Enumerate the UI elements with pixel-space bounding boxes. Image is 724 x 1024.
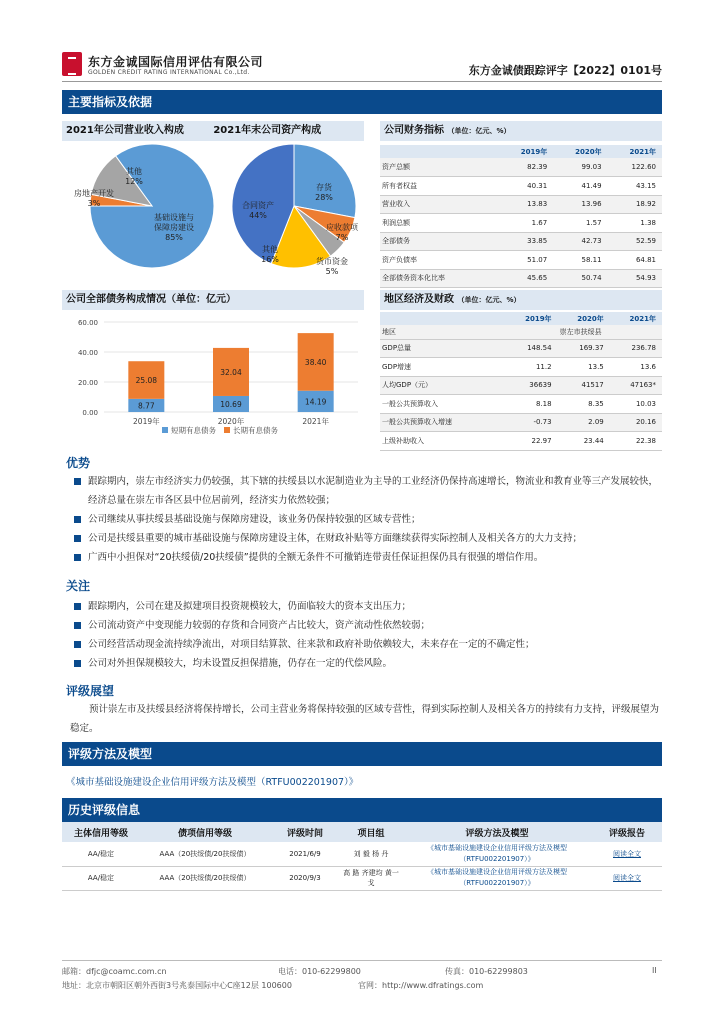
- footer-website[interactable]: 官网：http://www.dfratings.com: [358, 981, 484, 990]
- fin-year: 2020年: [553, 145, 607, 158]
- fin-label: 全部债务: [380, 232, 499, 251]
- debt-legend-swatch: [224, 427, 230, 433]
- fin-label: 利润总额: [380, 214, 499, 233]
- debt-title: 公司全部债务构成情况（单位：亿元）: [62, 290, 364, 310]
- region-value: 148.54: [505, 339, 557, 358]
- fin-row: [380, 158, 662, 177]
- debt-bar-label: 10.69: [220, 399, 242, 409]
- history-report-cell: [592, 842, 662, 866]
- pie-title-assets: 2021年末公司资产构成: [213, 125, 322, 136]
- region-label: 上级补助收入: [380, 432, 505, 451]
- advantages-item: 跟踪期内，崇左市经济实力仍较强，其下辖的扶绥县以水泥制造业为主导的工业经济仍保持高速增长，物流业和教育业等三产发展较快，经济总量在崇左市各区县中位居前列，经济实力依然较强；: [66, 472, 662, 510]
- history-method-line: 《城市基础设施建设企业信用评级方法及模型: [427, 843, 567, 852]
- footer-tel: 电话：010-62299800: [278, 967, 361, 976]
- region-value: 20.16: [610, 413, 662, 432]
- fin-label: 营业收入: [380, 195, 499, 214]
- footer-fax: 传真：010-62299803: [445, 967, 528, 976]
- pie-revenue: [74, 144, 214, 268]
- company-name-en: GOLDEN CREDIT RATING INTERNATIONAL Co.,Ltd.: [88, 69, 250, 76]
- pie-revenue-slice-label: 其他 12%: [125, 167, 143, 186]
- concerns-item: 公司流动资产中变现能力较弱的存货和合同资产占比较大，资产流动性依然较弱；: [66, 616, 662, 635]
- method-link[interactable]: 《城市基础设施建设企业信用评级方法及模型（RTFU002201907）》: [66, 777, 359, 788]
- history-header: 评级方法及模型: [402, 822, 592, 842]
- fin-year: 2019年: [499, 145, 553, 158]
- region-value: 22.97: [505, 432, 557, 451]
- region-label: GDP增速: [380, 358, 505, 377]
- debt-legend-label: 短期有息债务: [171, 426, 216, 435]
- debt-ytick: 0.00: [82, 409, 98, 417]
- history-issuer-rating: AA/稳定: [62, 866, 140, 890]
- fin-row: [380, 214, 662, 233]
- pie-assets-slice: [294, 144, 356, 218]
- fin-unit: （单位：亿元、%）: [447, 127, 511, 135]
- fin-label: 资产负债率: [380, 251, 499, 270]
- pie-assets-slice-label: 合同资产 44%: [242, 201, 274, 220]
- region-value: 47163*: [610, 376, 662, 395]
- region-row: [380, 358, 662, 377]
- fin-value: 58.11: [553, 251, 607, 270]
- fin-label: 资产总额: [380, 158, 499, 177]
- advantages-item: 广西中小担保对“20扶绥债/20扶绥债”提供的全额无条件不可撤销连带责任保证担保仍具有很强的增信作用。: [66, 548, 662, 567]
- section-bar-main: 主要指标及依据: [62, 90, 662, 114]
- fin-table: [380, 145, 662, 288]
- history-method[interactable]: [402, 866, 592, 890]
- history-header: 主体信用等级: [62, 822, 140, 842]
- debt-bar-label: 25.08: [135, 376, 158, 386]
- region-year: 2021年: [610, 312, 662, 325]
- outlook-text: 预计崇左市及扶绥县经济将保持增长，公司主营业务将保持较强的区域专营性，得到实际控制人及相关各方的持续有力支持，评级展望为稳定。: [70, 704, 660, 734]
- concerns-item: 公司对外担保规模较大，均未设置反担保措施，仍存在一定的代偿风险。: [66, 654, 662, 673]
- concerns-list: [66, 597, 662, 673]
- fin-value: 99.03: [553, 158, 607, 177]
- region-unit: （单位：亿元、%）: [457, 296, 521, 304]
- fin-value: 122.60: [608, 158, 662, 177]
- region-value: 23.44: [558, 432, 610, 451]
- fin-row: [380, 251, 662, 270]
- fin-value: 52.59: [608, 232, 662, 251]
- fin-title: 公司财务指标: [384, 125, 444, 136]
- region-area-label: 地区: [380, 325, 505, 339]
- header-divider: [62, 81, 662, 82]
- history-header: 评级报告: [592, 822, 662, 842]
- fin-value: 45.65: [499, 269, 553, 288]
- history-table: [62, 822, 662, 891]
- debt-legend-label: 长期有息债务: [233, 426, 278, 435]
- history-method-line: 《城市基础设施建设企业信用评级方法及模型: [427, 868, 567, 876]
- debt-legend-swatch: [162, 427, 168, 433]
- section-bar-history: 历史评级信息: [62, 798, 662, 822]
- region-row: [380, 432, 662, 451]
- history-row: [62, 842, 662, 866]
- document-number: 东方金诚债跟踪评字【2022】0101号: [468, 64, 662, 77]
- fin-row: [380, 232, 662, 251]
- region-row: [380, 413, 662, 432]
- fin-title-bar: [380, 121, 662, 141]
- region-year: 2019年: [505, 312, 557, 325]
- region-value: 36639: [505, 376, 557, 395]
- region-row: [380, 376, 662, 395]
- advantages-list: [66, 472, 662, 567]
- fin-value: 1.57: [553, 214, 607, 233]
- history-issue-rating: AAA（20扶绥债/20扶绥债）: [140, 842, 270, 866]
- footer-address: 地址：北京市朝阳区朝外西街3号兆泰国际中心C座12层 100600: [62, 981, 292, 990]
- debt-bar-label: 8.77: [137, 401, 155, 411]
- region-title-bar: [380, 290, 662, 310]
- fin-year: 2021年: [608, 145, 662, 158]
- pie-revenue-slice-label: 房地产开发 3%: [74, 189, 114, 208]
- fin-value: 82.39: [499, 158, 553, 177]
- fin-value: 41.49: [553, 177, 607, 196]
- pie-assets-slice-label: 应收款项 7%: [326, 223, 358, 242]
- fin-value: 50.74: [553, 269, 607, 288]
- debt-bar-label: 38.40: [304, 357, 327, 367]
- pie-titles: [62, 121, 364, 141]
- fin-label: 全部债务资本化比率: [380, 269, 499, 288]
- fin-value: 42.73: [553, 232, 607, 251]
- region-value: 11.2: [505, 358, 557, 377]
- region-title: 地区经济及财政: [384, 294, 454, 305]
- region-value: 2.09: [558, 413, 610, 432]
- region-value: 169.37: [558, 339, 610, 358]
- concerns-item: 公司经营活动现金流持续净流出，对项目结算款、往来款和政府补助依赖较大，未来存在一定的不确定性；: [66, 635, 662, 654]
- debt-ytick: 40.00: [77, 349, 98, 357]
- fin-value: 33.85: [499, 232, 553, 251]
- region-value: -0.73: [505, 413, 557, 432]
- fin-row: [380, 195, 662, 214]
- region-value: 236.78: [610, 339, 662, 358]
- footer-divider: [62, 960, 662, 961]
- region-value: 8.18: [505, 395, 557, 414]
- pie-assets: [232, 144, 359, 276]
- debt-bar-label: 14.19: [304, 397, 327, 407]
- debt-xtick: 2021年: [302, 417, 329, 426]
- pie-assets-slice-label: 货币资金 5%: [316, 257, 348, 276]
- section-bar-method: 评级方法及模型: [62, 742, 662, 766]
- region-value: 13.6: [610, 358, 662, 377]
- history-report-link[interactable]: 阅读全文: [613, 874, 641, 882]
- region-label: 人均GDP（元）: [380, 376, 505, 395]
- region-value: 13.5: [558, 358, 610, 377]
- region-label: 一般公共预算收入增速: [380, 413, 505, 432]
- debt-ytick: 20.00: [77, 379, 98, 387]
- fin-row: [380, 269, 662, 288]
- concerns-title: 关注: [66, 579, 91, 593]
- region-value: 8.35: [558, 395, 610, 414]
- fin-value: 54.93: [608, 269, 662, 288]
- fin-value: 51.07: [499, 251, 553, 270]
- region-table: [380, 312, 662, 451]
- fin-label: 所有者权益: [380, 177, 499, 196]
- region-value: 22.38: [610, 432, 662, 451]
- debt-xtick: 2019年: [133, 417, 160, 426]
- debt-bar-chart: [62, 312, 364, 444]
- fin-value: 43.15: [608, 177, 662, 196]
- pie-assets-slice-label: 存货 28%: [315, 183, 333, 202]
- advantages-title: 优势: [66, 456, 91, 470]
- history-row: [62, 866, 662, 890]
- history-date: 2021/6/9: [270, 842, 340, 866]
- debt-bar-label: 32.04: [220, 367, 242, 377]
- history-method[interactable]: [402, 842, 592, 866]
- debt-ytick: 60.00: [77, 319, 98, 327]
- pie-assets-slice-label: 其他 16%: [261, 245, 279, 264]
- pie-charts: [62, 144, 364, 276]
- region-label: 一般公共预算收入: [380, 395, 505, 414]
- region-area-name: 崇左市扶绥县: [505, 325, 662, 339]
- region-label: GDP总量: [380, 339, 505, 358]
- outlook-title: 评级展望: [66, 684, 115, 698]
- region-row: [380, 395, 662, 414]
- pie-title-revenue: 2021年公司营业收入构成: [66, 125, 184, 136]
- history-report-cell: [592, 866, 662, 890]
- footer-email: 邮箱：dfjc@coamc.com.cn: [62, 967, 167, 976]
- page-number: II: [652, 966, 657, 975]
- fin-value: 18.92: [608, 195, 662, 214]
- fin-value: 1.67: [499, 214, 553, 233]
- history-date: 2020/9/3: [270, 866, 340, 890]
- history-team: 高 路 齐建均 黄一戈: [340, 866, 402, 890]
- fin-row: [380, 177, 662, 196]
- history-team: 刘 毅 杨 丹: [340, 842, 402, 866]
- history-header: 项目组: [340, 822, 402, 842]
- advantages-item: 公司继续从事扶绥县基础设施与保障房建设，该业务仍保持较强的区域专营性；: [66, 510, 662, 529]
- pie-revenue-slice-label: 基础设施与保障房建设 85%: [154, 213, 194, 242]
- fin-value: 13.83: [499, 195, 553, 214]
- region-row: [380, 339, 662, 358]
- history-header: 评级时间: [270, 822, 340, 842]
- fin-value: 40.31: [499, 177, 553, 196]
- debt-xtick: 2020年: [217, 417, 245, 426]
- region-year: 2020年: [558, 312, 610, 325]
- fin-value: 1.38: [608, 214, 662, 233]
- region-value: 10.03: [610, 395, 662, 414]
- history-method-line: （RTFU002201907）》: [459, 854, 535, 863]
- history-report-link[interactable]: 阅读全文: [613, 849, 641, 858]
- fin-value: 13.96: [553, 195, 607, 214]
- concerns-item: 跟踪期内，公司在建及拟建项目投资规模较大，仍面临较大的资本支出压力；: [66, 597, 662, 616]
- company-name-cn: 东方金诚国际信用评估有限公司: [88, 55, 264, 69]
- advantages-item: 公司是扶绥县重要的城市基础设施与保障房建设主体，在财政补贴等方面继续获得实际控制人及相关各方的大力支持；: [66, 529, 662, 548]
- history-issue-rating: AAA（20扶绥债/20扶绥债）: [140, 866, 270, 890]
- history-header: 债项信用等级: [140, 822, 270, 842]
- history-method-line: （RTFU002201907）》: [459, 879, 535, 887]
- company-logo: [62, 52, 82, 76]
- history-issuer-rating: AA/稳定: [62, 842, 140, 866]
- region-value: 41517: [558, 376, 610, 395]
- fin-value: 64.81: [608, 251, 662, 270]
